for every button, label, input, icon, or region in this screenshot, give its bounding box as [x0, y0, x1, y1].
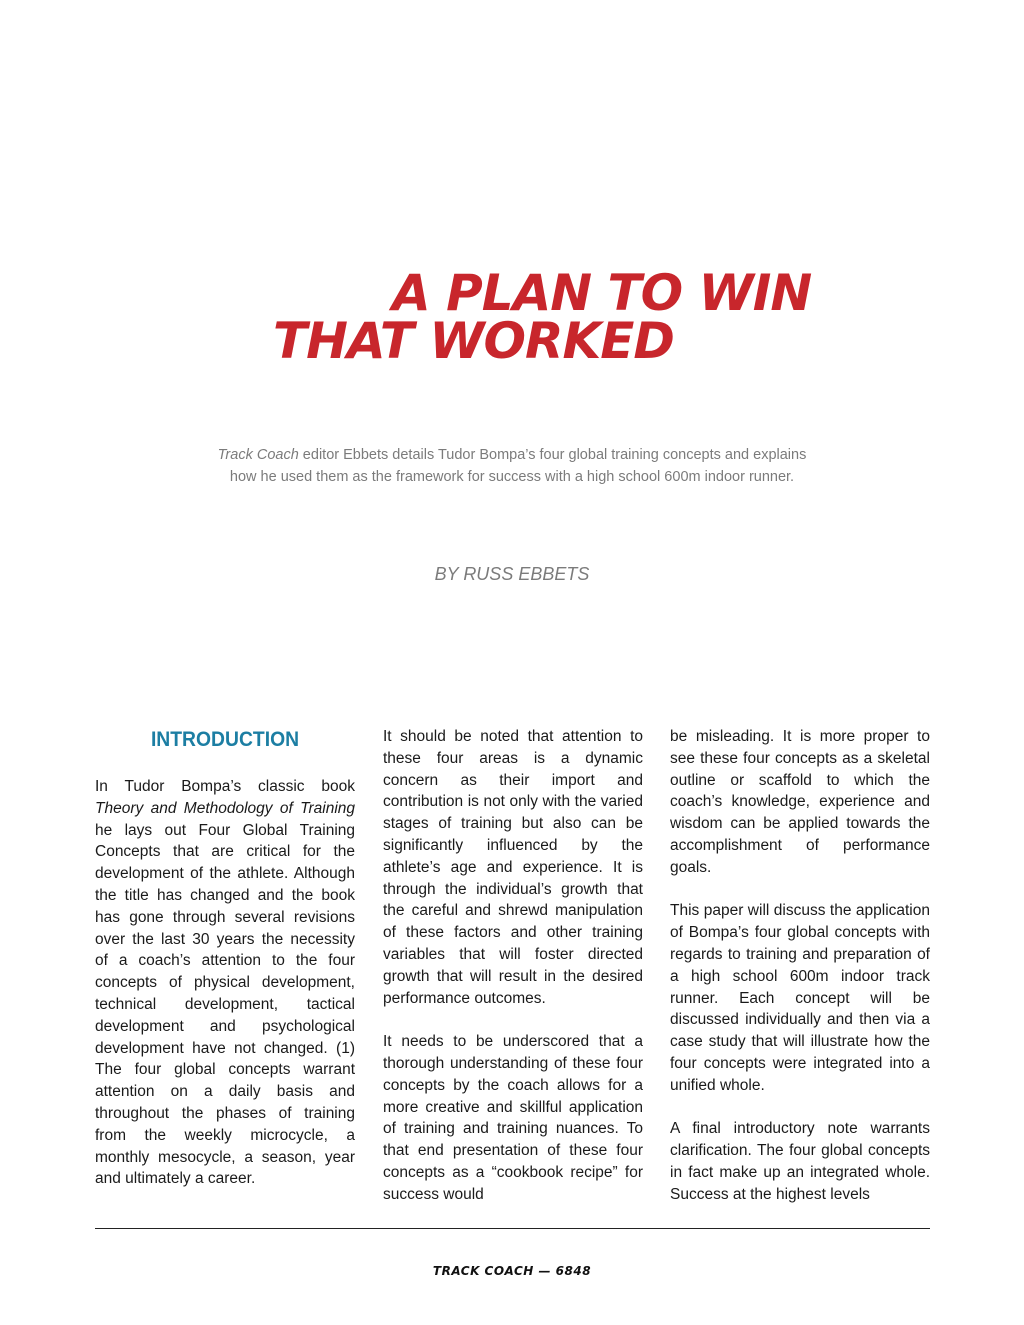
column-3-paragraph-2: This paper will discuss the application of Bompa’s four global concepts with regards to training and preparation of a high school 600m indoor track runner. Each concept will be discussed individually and then via a case study that will illustrate how the four concepts were integrated into a unified whole. [670, 902, 930, 1094]
deck-line-1: editor Ebbets details Tudor Bompa’s four global training concepts and explains [298, 447, 807, 463]
paragraph-text: In Tudor Bompa’s classic book [95, 778, 355, 795]
deck-publication-name: Track Coach [217, 447, 299, 463]
column-2-paragraph-2: It needs to be underscored that a thorough understanding of these four concepts by the coach allows for a more creative and skillful application of training and training nuances. To that end presentation of these four concepts as a “cookbook recipe” for success would [383, 1033, 643, 1203]
column-3 [670, 726, 930, 1227]
paragraph-text: he lays out Four Global Training Concepts that are critical for the development of the athlete. Although the title has changed and the book has gone through several revisions over the last 30 years the necessity of a coach’s attention to the four concepts of physical development, technical development, tactical development and psychological development have not changed. (1) The four global concepts warrant attention on a daily basis and throughout the phases of training from the weekly microcycle, a monthly mesocycle, a season, year and ultimately a career. [95, 821, 355, 1188]
article-title-line-1: A PLAN TO WIN [392, 264, 812, 322]
footer-divider [95, 1228, 930, 1229]
article-title-line-2: THAT WORKED [273, 312, 674, 370]
column-3-paragraph-3: A final introductory note warrants clarification. The four global concepts in fact make up an integrated whole. Success at the highest levels [670, 1120, 930, 1203]
column-2 [383, 726, 643, 1227]
deck-line-2: how he used them as the framework for success with a high school 600m indoor runner. [229, 469, 795, 485]
section-heading-introduction: INTRODUCTION [150, 728, 300, 751]
column-2-paragraph-1: It should be noted that attention to these four areas is a dynamic concern as their import and contribution is not only with the varied stages of training but also can be significantly influenced by the athlete’s age and experience. It is through the individual’s growth that the careful and shrewd manipulation of these factors and other training variables that will foster directed growth that will result in the desired performance outcomes. [383, 728, 643, 1007]
column-1 [95, 726, 355, 1212]
column-1-paragraph-1 [95, 776, 355, 1190]
column-3-paragraph-1: be misleading. It is more proper to see these four concepts as a skeletal outline or scaffold to which the coach’s knowledge, experience and wisdom can be applied towards the accomplishment of performance goals. [670, 728, 930, 876]
byline: BY RUSS EBBETS [434, 564, 590, 584]
article-deck [150, 444, 874, 488]
book-title: Theory and Methodology of Training [95, 799, 355, 817]
page-footer: TRACK COACH — 6848 [432, 1264, 592, 1278]
